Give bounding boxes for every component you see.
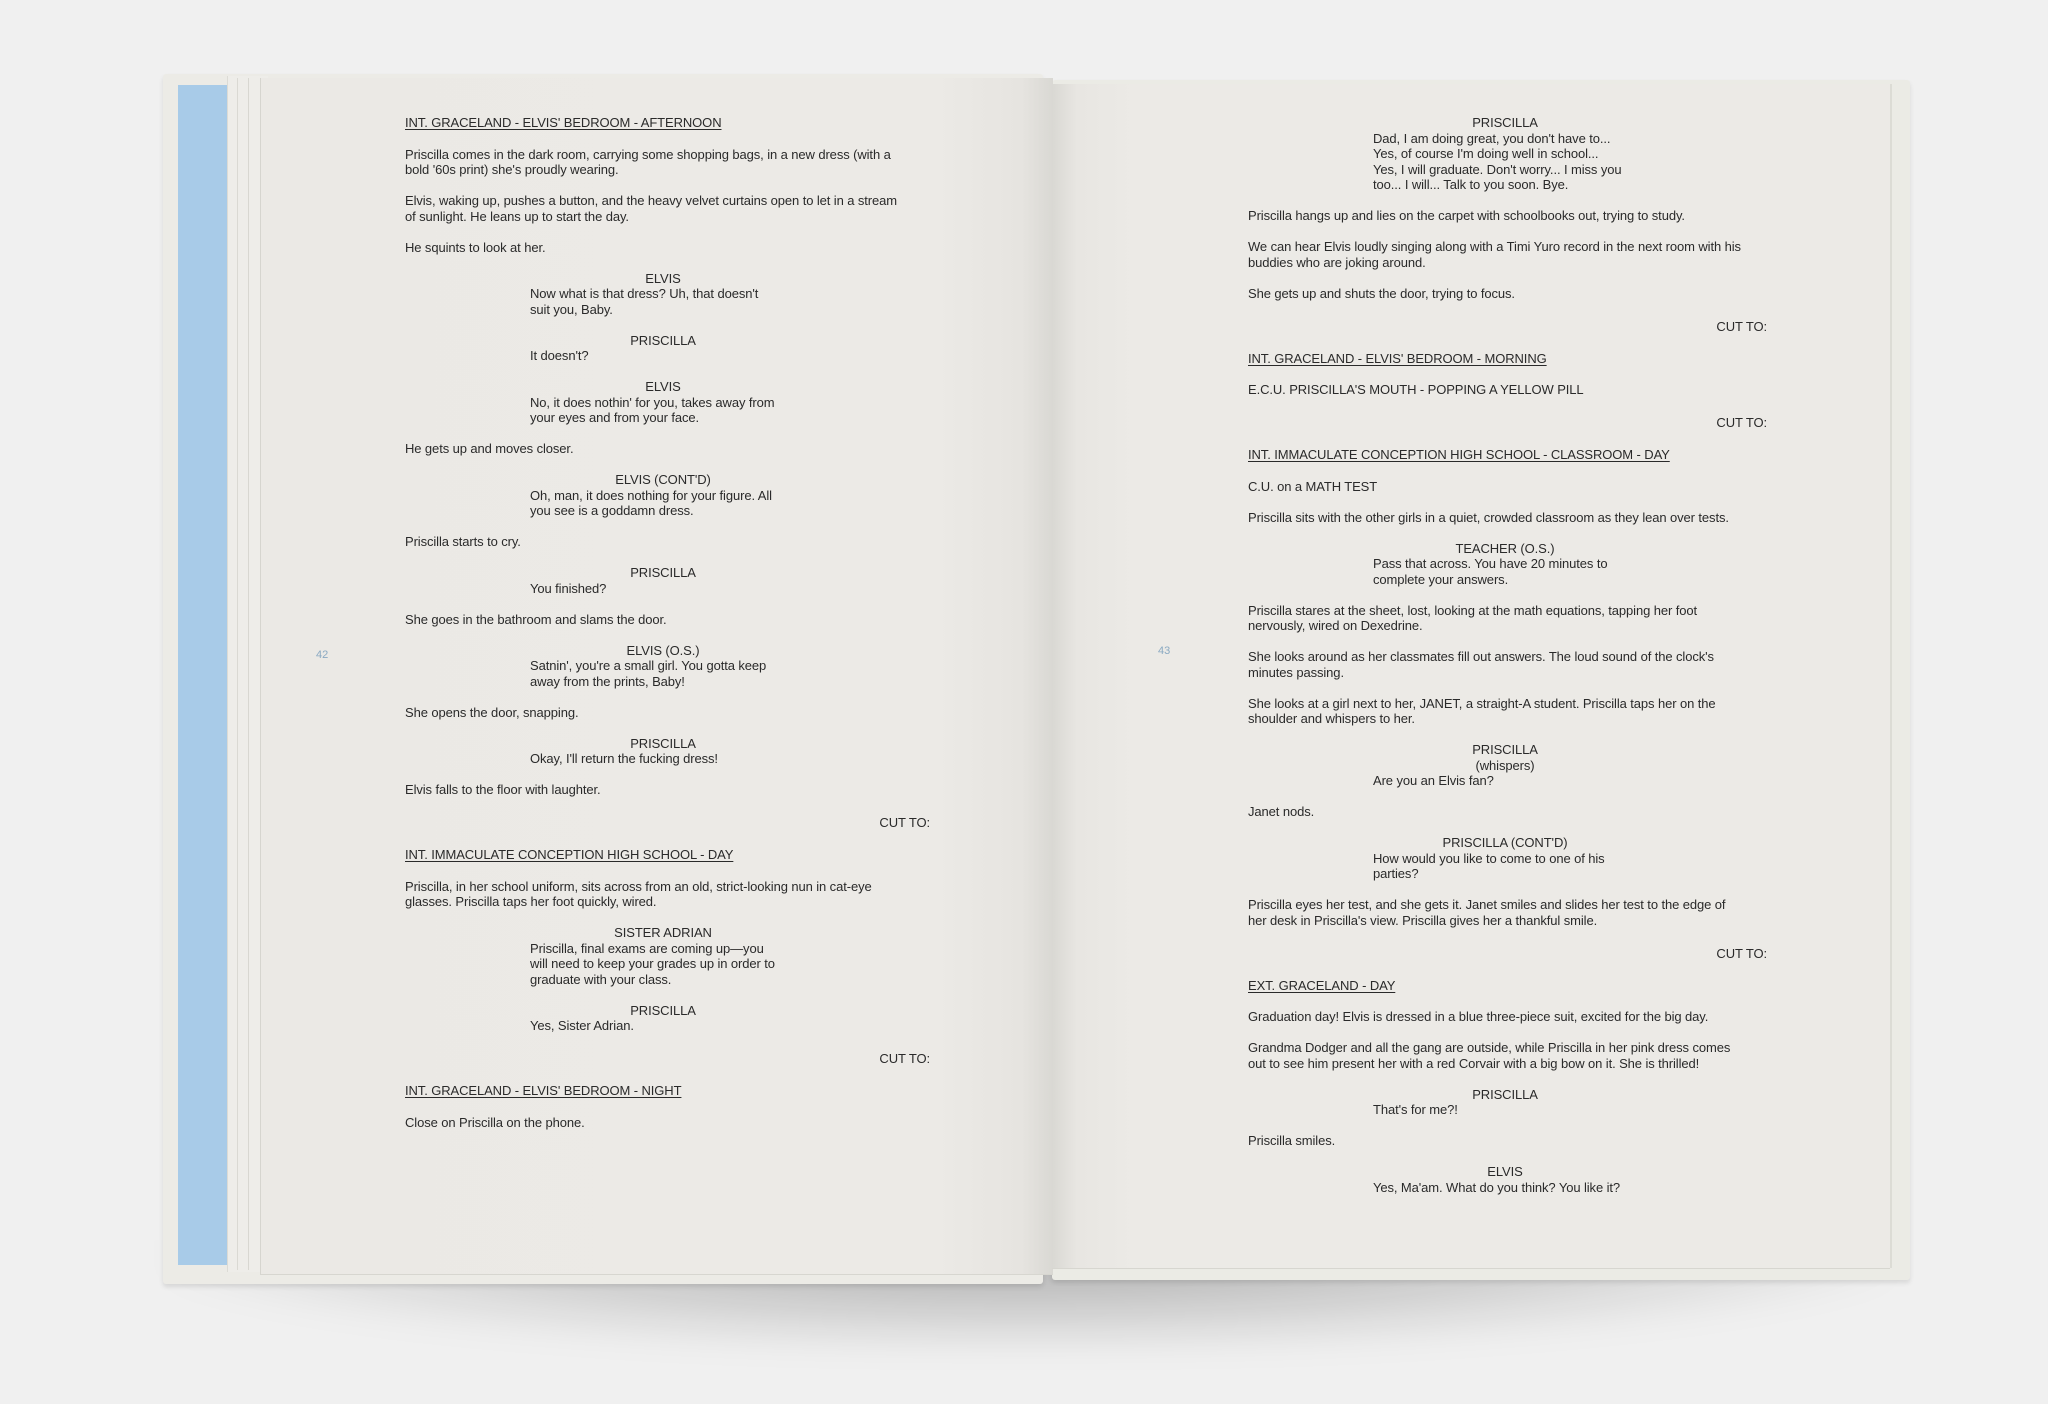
transition-cut-to: CUT TO: xyxy=(879,1051,930,1066)
action-line: out to see him present her with a red Corvair with a big bow on it. She is thrilled! xyxy=(1248,1055,1700,1071)
dialogue-line: You finished? xyxy=(530,580,607,596)
dialogue-line: away from the prints, Baby! xyxy=(530,673,685,689)
dialogue-line: you see is a goddamn dress. xyxy=(530,503,694,518)
dialogue-line: Dad, I am doing great, you don't have to... xyxy=(1373,130,1611,146)
dialogue-line: Yes, Ma'am. What do you think? You like it? xyxy=(1373,1179,1621,1195)
action-line: She opens the door, snapping. xyxy=(405,704,579,720)
action-line: She looks at a girl next to her, JANET, a straight-A student. Priscilla taps her on the xyxy=(1248,695,1716,711)
action-line: Priscilla sits with the other girls in a quiet, crowded classroom as they lean over tests. xyxy=(1248,509,1729,525)
character-name: ELVIS xyxy=(645,270,681,286)
character-name: TEACHER (O.S.) xyxy=(1455,540,1555,556)
action-line: Elvis, waking up, pushes a button, and the heavy velvet curtains open to let in a stream xyxy=(405,193,897,208)
transition-cut-to: CUT TO: xyxy=(1716,415,1767,430)
action-line: of sunlight. He leans up to start the day. xyxy=(405,208,629,224)
transition-cut-to: CUT TO: xyxy=(879,815,930,830)
action-line: Priscilla stares at the sheet, lost, looking at the math equations, tapping her foot xyxy=(1248,602,1698,618)
dialogue-line: your eyes and from your face. xyxy=(530,410,700,425)
dialogue-line: Yes, I will graduate. Don't worry... I miss you xyxy=(1373,161,1622,177)
character-name: ELVIS xyxy=(645,379,681,394)
action-line: She looks around as her classmates fill out answers. The loud sound of the clock's xyxy=(1248,649,1714,664)
dialogue-line: graduate with your class. xyxy=(530,971,672,987)
dialogue-line: Satnin', you're a small girl. You gotta keep xyxy=(530,658,767,673)
action-line: We can hear Elvis loudly singing along with a Timi Yuro record in the next room with his xyxy=(1248,239,1741,254)
scene-heading: INT. IMMACULATE CONCEPTION HIGH SCHOOL - DAY xyxy=(405,847,734,862)
transition-cut-to: CUT TO: xyxy=(1716,318,1767,334)
action-line: glasses. Priscilla taps her foot quickly, wired. xyxy=(405,894,657,909)
scene-heading: INT. GRACELAND - ELVIS' BEDROOM - NIGHT xyxy=(405,1083,682,1098)
action-line: He gets up and moves closer. xyxy=(405,441,574,456)
dialogue-line: How would you like to come to one of his xyxy=(1373,850,1605,866)
character-name: PRISCILLA xyxy=(630,735,696,751)
dialogue-line: too... I will... Talk to you soon. Bye. xyxy=(1373,177,1569,192)
action-line: shoulder and whispers to her. xyxy=(1248,711,1415,726)
action-line: her desk in Priscilla's view. Priscilla gives her a thankful smile. xyxy=(1248,912,1598,928)
action-line: Priscilla comes in the dark room, carrying some shopping bags, in a new dress (with a xyxy=(405,146,891,162)
action-line: She gets up and shuts the door, trying to focus. xyxy=(1248,285,1515,301)
action-line: minutes passing. xyxy=(1248,664,1344,680)
action-line: She goes in the bathroom and slams the door. xyxy=(405,611,667,627)
character-name: ELVIS (O.S.) xyxy=(626,642,700,658)
action-line: nervously, wired on Dexedrine. xyxy=(1248,618,1423,633)
action-line: Close on Priscilla on the phone. xyxy=(405,1114,585,1130)
cover-right-edge xyxy=(1890,84,1892,1268)
action-line: Janet nods. xyxy=(1248,804,1315,819)
action-line: Priscilla, in her school uniform, sits across from an old, strict-looking nun in cat-eye xyxy=(405,878,872,894)
character-name: PRISCILLA xyxy=(630,332,696,348)
action-line: Priscilla smiles. xyxy=(1248,1133,1336,1148)
dialogue-line: It doesn't? xyxy=(530,348,589,363)
dialogue-line: Yes, Sister Adrian. xyxy=(530,1018,634,1033)
action-line: E.C.U. PRISCILLA'S MOUTH - POPPING A YELLOW PILL xyxy=(1248,382,1584,397)
character-name: PRISCILLA xyxy=(630,565,696,580)
dialogue-line: Are you an Elvis fan? xyxy=(1373,773,1494,788)
dialogue-line: No, it does nothin' for you, takes away from xyxy=(530,394,775,410)
dialogue-line: Priscilla, final exams are coming up—you xyxy=(530,940,764,956)
dialogue-line: Oh, man, it does nothing for your figure. All xyxy=(530,487,772,503)
scene-heading: INT. IMMACULATE CONCEPTION HIGH SCHOOL - CLASSROOM - DAY xyxy=(1248,447,1670,462)
dialogue-line: Yes, of course I'm doing well in school... xyxy=(1373,146,1599,161)
action-line: bold '60s print) she's proudly wearing. xyxy=(405,162,619,177)
action-line: Priscilla eyes her test, and she gets it. Janet smiles and slides her test to the edge of xyxy=(1248,897,1726,912)
character-name: PRISCILLA xyxy=(630,1002,696,1018)
action-line: Priscilla starts to cry. xyxy=(405,534,521,549)
dialogue-line: Okay, I'll return the fucking dress! xyxy=(530,751,718,766)
action-line: Grandma Dodger and all the gang are outside, while Priscilla in her pink dress comes xyxy=(1248,1040,1731,1055)
dialogue-line: Pass that across. You have 20 minutes to xyxy=(1373,556,1608,571)
action-line: He squints to look at her. xyxy=(405,239,546,255)
parenthetical: (whispers) xyxy=(1475,757,1535,773)
scene-heading: EXT. GRACELAND - DAY xyxy=(1248,977,1396,993)
character-name: ELVIS xyxy=(1487,1164,1523,1179)
character-name: PRISCILLA xyxy=(1472,115,1538,130)
dialogue-line: suit you, Baby. xyxy=(530,301,613,317)
transition-cut-to: CUT TO: xyxy=(1716,945,1767,961)
character-name: PRISCILLA xyxy=(1472,1086,1538,1102)
dialogue-line: parties? xyxy=(1373,866,1419,881)
scene-heading: INT. GRACELAND - ELVIS' BEDROOM - AFTERNOON xyxy=(405,115,722,130)
dialogue-line: will need to keep your grades up in order to xyxy=(530,956,775,971)
dialogue-line: That's for me?! xyxy=(1373,1102,1458,1117)
character-name: PRISCILLA (CONT'D) xyxy=(1442,835,1568,850)
action-line: Elvis falls to the floor with laughter. xyxy=(405,782,601,797)
action-line: Priscilla hangs up and lies on the carpet with schoolbooks out, trying to study. xyxy=(1248,208,1685,223)
dialogue-line: complete your answers. xyxy=(1373,571,1509,587)
scene-heading: INT. GRACELAND - ELVIS' BEDROOM - MORNING xyxy=(1248,350,1547,366)
action-line: C.U. on a MATH TEST xyxy=(1248,478,1378,494)
character-name: PRISCILLA xyxy=(1472,742,1538,757)
character-name: ELVIS (CONT'D) xyxy=(615,472,711,487)
action-line: Graduation day! Elvis is dressed in a blue three-piece suit, excited for the big day. xyxy=(1248,1009,1709,1024)
action-line: buddies who are joking around. xyxy=(1248,254,1426,270)
character-name: SISTER ADRIAN xyxy=(614,925,712,940)
dialogue-line: Now what is that dress? Uh, that doesn't xyxy=(530,286,759,301)
right-page xyxy=(1052,84,1890,1269)
page-number-right: 43 xyxy=(1158,645,1171,657)
page-number-left: 42 xyxy=(316,649,329,661)
cover-blue-endpaper xyxy=(178,85,233,1265)
